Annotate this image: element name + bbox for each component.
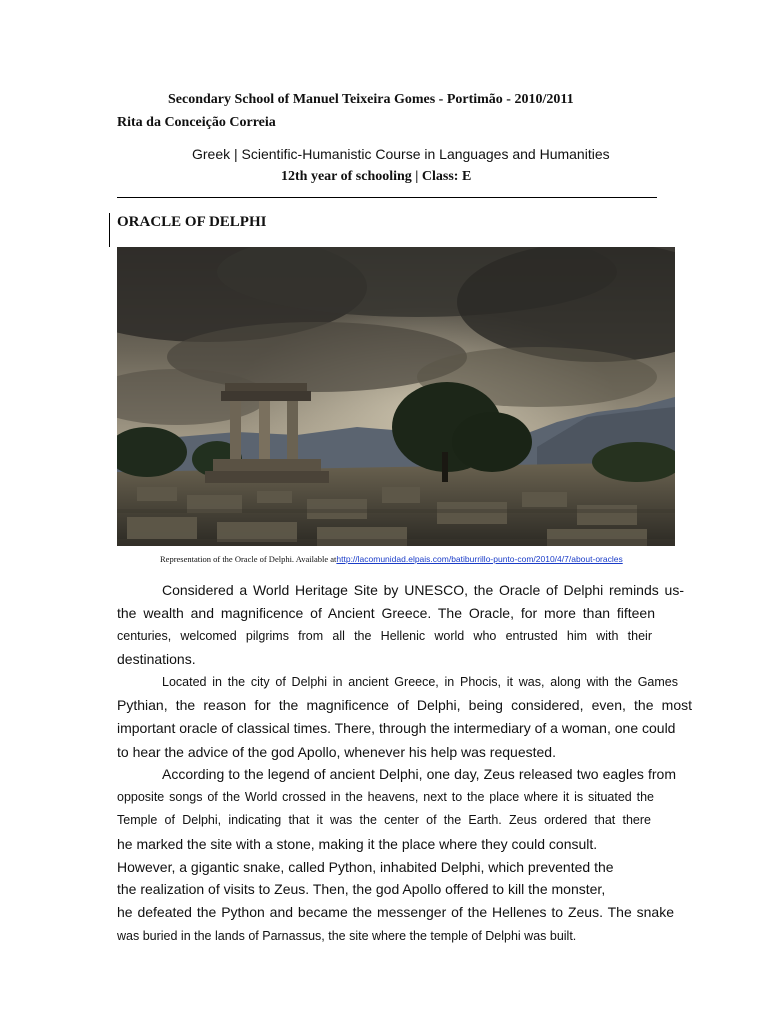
text-cursor-bar <box>109 213 110 247</box>
body-line-4: destinations. <box>117 651 196 667</box>
caption-link[interactable]: http://lacomunidad.elpais.com/batiburrillo-punto-com/2010/4/7/about-oracles <box>336 554 623 564</box>
body-line-6: Pythian, the reason for the magnificence of Delphi, being considered, even, the most <box>117 697 692 713</box>
year-class-line: 12th year of schooling | Class: E <box>281 169 472 184</box>
body-line-15: he defeated the Python and became the messenger of the Hellenes to Zeus. The snake <box>117 904 674 920</box>
course-line: Greek | Scientific-Humanistic Course in Languages and Humanities <box>192 146 610 162</box>
body-line-8: to hear the advice of the god Apollo, whenever his help was requested. <box>117 744 556 760</box>
school-header: Secondary School of Manuel Teixeira Gomes - Portimão - 2010/2011 <box>168 92 574 107</box>
body-line-7: important oracle of classical times. There, through the intermediary of a woman, one could <box>117 720 676 736</box>
body-line-10: opposite songs of the World crossed in the heavens, next to the place where it is situated the <box>117 790 654 804</box>
body-line-12: he marked the site with a stone, making it the place where they could consult. <box>117 836 598 852</box>
body-line-2: the wealth and magnificence of Ancient Greece. The Oracle, for more than fifteen <box>117 605 655 621</box>
body-line-9: According to the legend of ancient Delphi, one day, Zeus released two eagles from <box>162 766 676 782</box>
delphi-photo <box>117 247 675 546</box>
body-line-1: Considered a World Heritage Site by UNESCO, the Oracle of Delphi reminds us- <box>162 582 684 598</box>
body-line-13: However, a gigantic snake, called Python, inhabited Delphi, which prevented the <box>117 859 614 875</box>
body-line-14: the realization of visits to Zeus. Then, the god Apollo offered to kill the monster, <box>117 881 606 897</box>
caption-text: Representation of the Oracle of Delphi. Available at <box>160 554 337 564</box>
body-line-11: Temple of Delphi, indicating that it was the center of the Earth. Zeus ordered that there <box>117 813 651 827</box>
body-line-5: Located in the city of Delphi in ancient Greece, in Phocis, it was, along with the Games <box>162 675 678 689</box>
photo-caption <box>160 552 680 565</box>
section-title: ORACLE OF DELPHI <box>117 214 267 230</box>
header-divider <box>117 197 657 198</box>
body-line-16: was buried in the lands of Parnassus, the site where the temple of Delphi was built. <box>117 929 577 943</box>
author-name: Rita da Conceição Correia <box>117 115 276 130</box>
body-line-3: centuries, welcomed pilgrims from all the Hellenic world who entrusted him with their <box>117 629 652 643</box>
